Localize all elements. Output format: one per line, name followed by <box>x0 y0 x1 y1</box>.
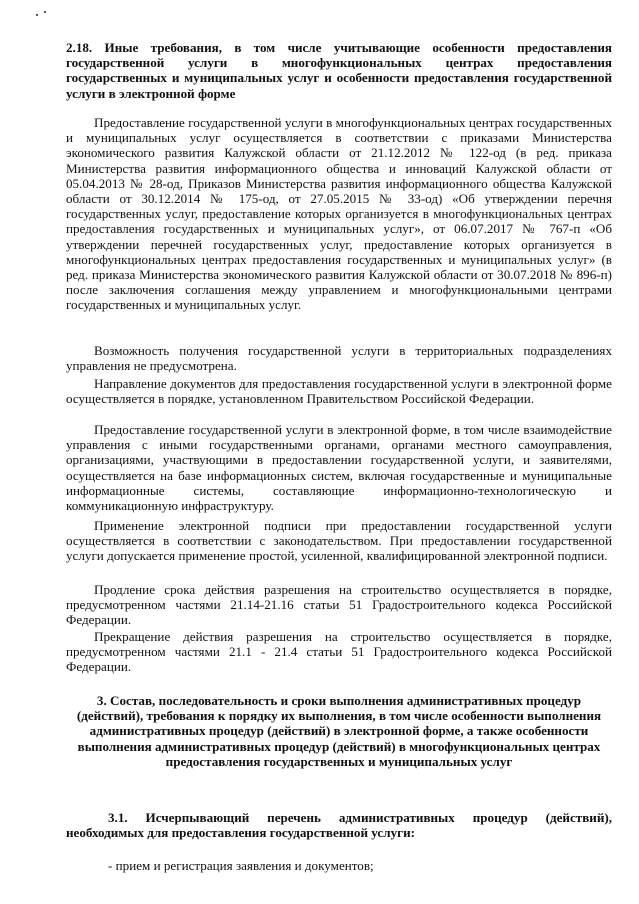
section-3-1-heading: 3.1. Исчерпывающий перечень административных процедур (действий), необходимых для предоставления государственной услуги: <box>66 810 612 841</box>
paragraph-permit-termination: Прекращение действия разрешения на строительство осуществляется в порядке, предусмотренном частями 21.1 - 21.4 статьи 51 Градостроительного кодекса Российской Федерации. <box>66 629 612 675</box>
section-3-heading: 3. Состав, последовательность и сроки выполнения административных процедур (действий), требования к порядку их выполнения, в том числе особенности выполнения административных процедур (действий) в электронной форме, а также особенности выполнения административных процедур (действий) в многофункциональных центрах предоставления государственных и муниципальных услуг <box>76 693 602 769</box>
section-2-18-heading: 2.18. Иные требования, в том числе учитывающие особенности предоставления государственной услуги в многофункциональных центрах предоставления государственных и муниципальных услуг и особенности предоставления государственной услуги в электронной форме <box>66 40 612 101</box>
paragraph-electronic-signature: Применение электронной подписи при предоставлении государственной услуги осуществляется в соответствии с законодательством. При предоставлении государственной услуги допускается применение простой, усиленной, квалифицированной электронной подписи. <box>66 518 612 564</box>
list-item-reception-registration: - прием и регистрация заявления и документов; <box>108 858 374 873</box>
paragraph-electronic-interaction: Предоставление государственной услуги в электронной форме, в том числе взаимодействие управления с иными государственными органами, органами местного самоуправления, организациями, участвующими в предоставлении государственной услуги, и заявителями, осуществляется на базе информационных систем, включая государственные и муниципальные информационные системы, составляющие информационно-технологическую и коммуникационную инфраструктуру. <box>66 422 612 514</box>
paragraph-mfc-provision: Предоставление государственной услуги в многофункциональных центрах государственных и муниципальных услуг осуществляется в соответствии с приказами Министерства экономического развития Калужской области от 21.12.2012 № 122-од (в ред. приказа Министерства развития информационного общества и инноваций Калужской области от 05.04.2013 № 28-од, Приказов Министерства развития информационного общества Калужской области от 30.12.2014 № 175-од, от 27.05.2015 № 33-од) «Об утверждении перечня государственных услуг, предоставление которых организуется в многофункциональных центрах предоставления государственных и муниципальных услуг», от 06.07.2017 № 767-п «Об утверждении перечней государственных услуг, предоставление которых организуется в многофункциональных центрах предоставления государственных и муниципальных услуг» (в ред. приказа Министерства экономического развития Калужской области от 30.07.2018 № 896-п) после заключения соглашения между управлением и многофункциональными центрами государственных и муниципальных услуг. <box>66 115 612 313</box>
paragraph-permit-extension: Продление срока действия разрешения на строительство осуществляется в порядке, предусмотренном частями 21.14-21.16 статьи 51 Градостроительного кодекса Российской Федерации. <box>66 582 612 628</box>
paragraph-electronic-submission: Направление документов для предоставления государственной услуги в электронной форме осуществляется в порядке, установленном Правительством Российской Федерации. <box>66 376 612 407</box>
paragraph-territorial-units: Возможность получения государственной услуги в территориальных подразделениях управления не предусмотрена. <box>66 343 612 374</box>
scan-artifact <box>44 11 46 13</box>
scan-artifact <box>36 14 38 16</box>
